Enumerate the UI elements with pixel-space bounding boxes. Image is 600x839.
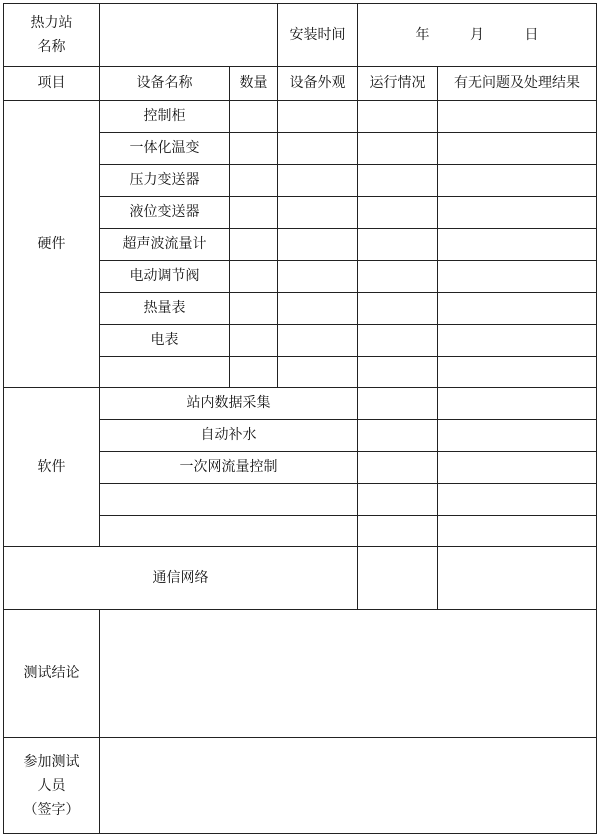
- software-item-name-blank[interactable]: [100, 516, 358, 547]
- col-header-running: 运行情况: [358, 67, 438, 101]
- appearance-cell[interactable]: [278, 101, 358, 133]
- running-cell[interactable]: [358, 293, 438, 325]
- hardware-device-name: 电动调节阀: [100, 261, 230, 293]
- col-header-item: 项目: [4, 67, 100, 101]
- col-header-result: 有无问题及处理结果: [438, 67, 597, 101]
- result-cell[interactable]: [438, 484, 597, 516]
- personnel-label: [4, 738, 100, 834]
- appearance-cell[interactable]: [278, 325, 358, 357]
- install-time-label: 安装时间: [278, 4, 358, 67]
- conclusion-field[interactable]: [100, 610, 597, 738]
- software-item-name: 站内数据采集: [100, 388, 358, 420]
- quantity-cell[interactable]: [230, 293, 278, 325]
- result-cell[interactable]: [438, 261, 597, 293]
- result-cell[interactable]: [438, 101, 597, 133]
- hardware-device-name: 压力变送器: [100, 165, 230, 197]
- station-name-value[interactable]: [100, 4, 278, 67]
- month-label: 月: [470, 26, 484, 43]
- running-cell[interactable]: [358, 420, 438, 452]
- result-cell[interactable]: [438, 229, 597, 261]
- running-cell[interactable]: [358, 133, 438, 165]
- software-item-name: 自动补水: [100, 420, 358, 452]
- col-header-device-name: 设备名称: [100, 67, 230, 101]
- software-label: 软件: [4, 388, 100, 547]
- running-cell[interactable]: [358, 484, 438, 516]
- network-running-cell[interactable]: [358, 547, 438, 610]
- install-date-field[interactable]: [358, 4, 597, 67]
- running-cell[interactable]: [358, 229, 438, 261]
- hardware-device-name: 电表: [100, 325, 230, 357]
- running-cell[interactable]: [358, 325, 438, 357]
- hardware-device-name-blank[interactable]: [100, 357, 230, 388]
- appearance-cell[interactable]: [278, 133, 358, 165]
- quantity-cell[interactable]: [230, 197, 278, 229]
- result-cell[interactable]: [438, 197, 597, 229]
- running-cell[interactable]: [358, 197, 438, 229]
- quantity-cell[interactable]: [230, 261, 278, 293]
- hardware-device-name: 控制柜: [100, 101, 230, 133]
- result-cell[interactable]: [438, 388, 597, 420]
- running-cell[interactable]: [358, 165, 438, 197]
- running-cell[interactable]: [358, 261, 438, 293]
- day-label: 日: [524, 26, 539, 43]
- hardware-device-name: 超声波流量计: [100, 229, 230, 261]
- appearance-cell[interactable]: [278, 165, 358, 197]
- commissioning-record-table: [3, 3, 597, 834]
- station-name-label: [4, 4, 100, 67]
- result-cell[interactable]: [438, 516, 597, 547]
- year-label: 年: [415, 26, 430, 43]
- conclusion-label: 测试结论: [4, 610, 100, 738]
- station-name-label-line2: 名称: [37, 39, 66, 55]
- quantity-cell[interactable]: [230, 165, 278, 197]
- running-cell[interactable]: [358, 388, 438, 420]
- running-cell[interactable]: [358, 357, 438, 388]
- software-item-name-blank[interactable]: [100, 484, 358, 516]
- personnel-label-line1: 参加测试: [23, 753, 80, 770]
- col-header-quantity: 数量: [230, 67, 278, 101]
- appearance-cell[interactable]: [278, 357, 358, 388]
- result-cell[interactable]: [438, 133, 597, 165]
- hardware-label: 硬件: [4, 101, 100, 388]
- result-cell[interactable]: [438, 452, 597, 484]
- software-item-name: 一次网流量控制: [100, 452, 358, 484]
- quantity-cell[interactable]: [230, 325, 278, 357]
- quantity-cell[interactable]: [230, 133, 278, 165]
- quantity-cell[interactable]: [230, 101, 278, 133]
- station-name-label-line1: 热力站: [30, 15, 73, 31]
- quantity-cell[interactable]: [230, 357, 278, 388]
- running-cell[interactable]: [358, 101, 438, 133]
- appearance-cell[interactable]: [278, 261, 358, 293]
- network-label: 通信网络: [4, 547, 358, 610]
- personnel-label-line2: 人员: [37, 777, 66, 794]
- appearance-cell[interactable]: [278, 293, 358, 325]
- running-cell[interactable]: [358, 516, 438, 547]
- hardware-device-name: 热量表: [100, 293, 230, 325]
- personnel-label-line3: （签字）: [23, 801, 80, 818]
- result-cell[interactable]: [438, 165, 597, 197]
- result-cell[interactable]: [438, 325, 597, 357]
- network-result-cell[interactable]: [438, 547, 597, 610]
- result-cell[interactable]: [438, 293, 597, 325]
- col-header-appearance: 设备外观: [278, 67, 358, 101]
- hardware-device-name: 液位变送器: [100, 197, 230, 229]
- quantity-cell[interactable]: [230, 229, 278, 261]
- hardware-device-name: 一体化温变: [100, 133, 230, 165]
- result-cell[interactable]: [438, 357, 597, 388]
- appearance-cell[interactable]: [278, 197, 358, 229]
- result-cell[interactable]: [438, 420, 597, 452]
- personnel-signature-field[interactable]: [100, 738, 597, 834]
- running-cell[interactable]: [358, 452, 438, 484]
- appearance-cell[interactable]: [278, 229, 358, 261]
